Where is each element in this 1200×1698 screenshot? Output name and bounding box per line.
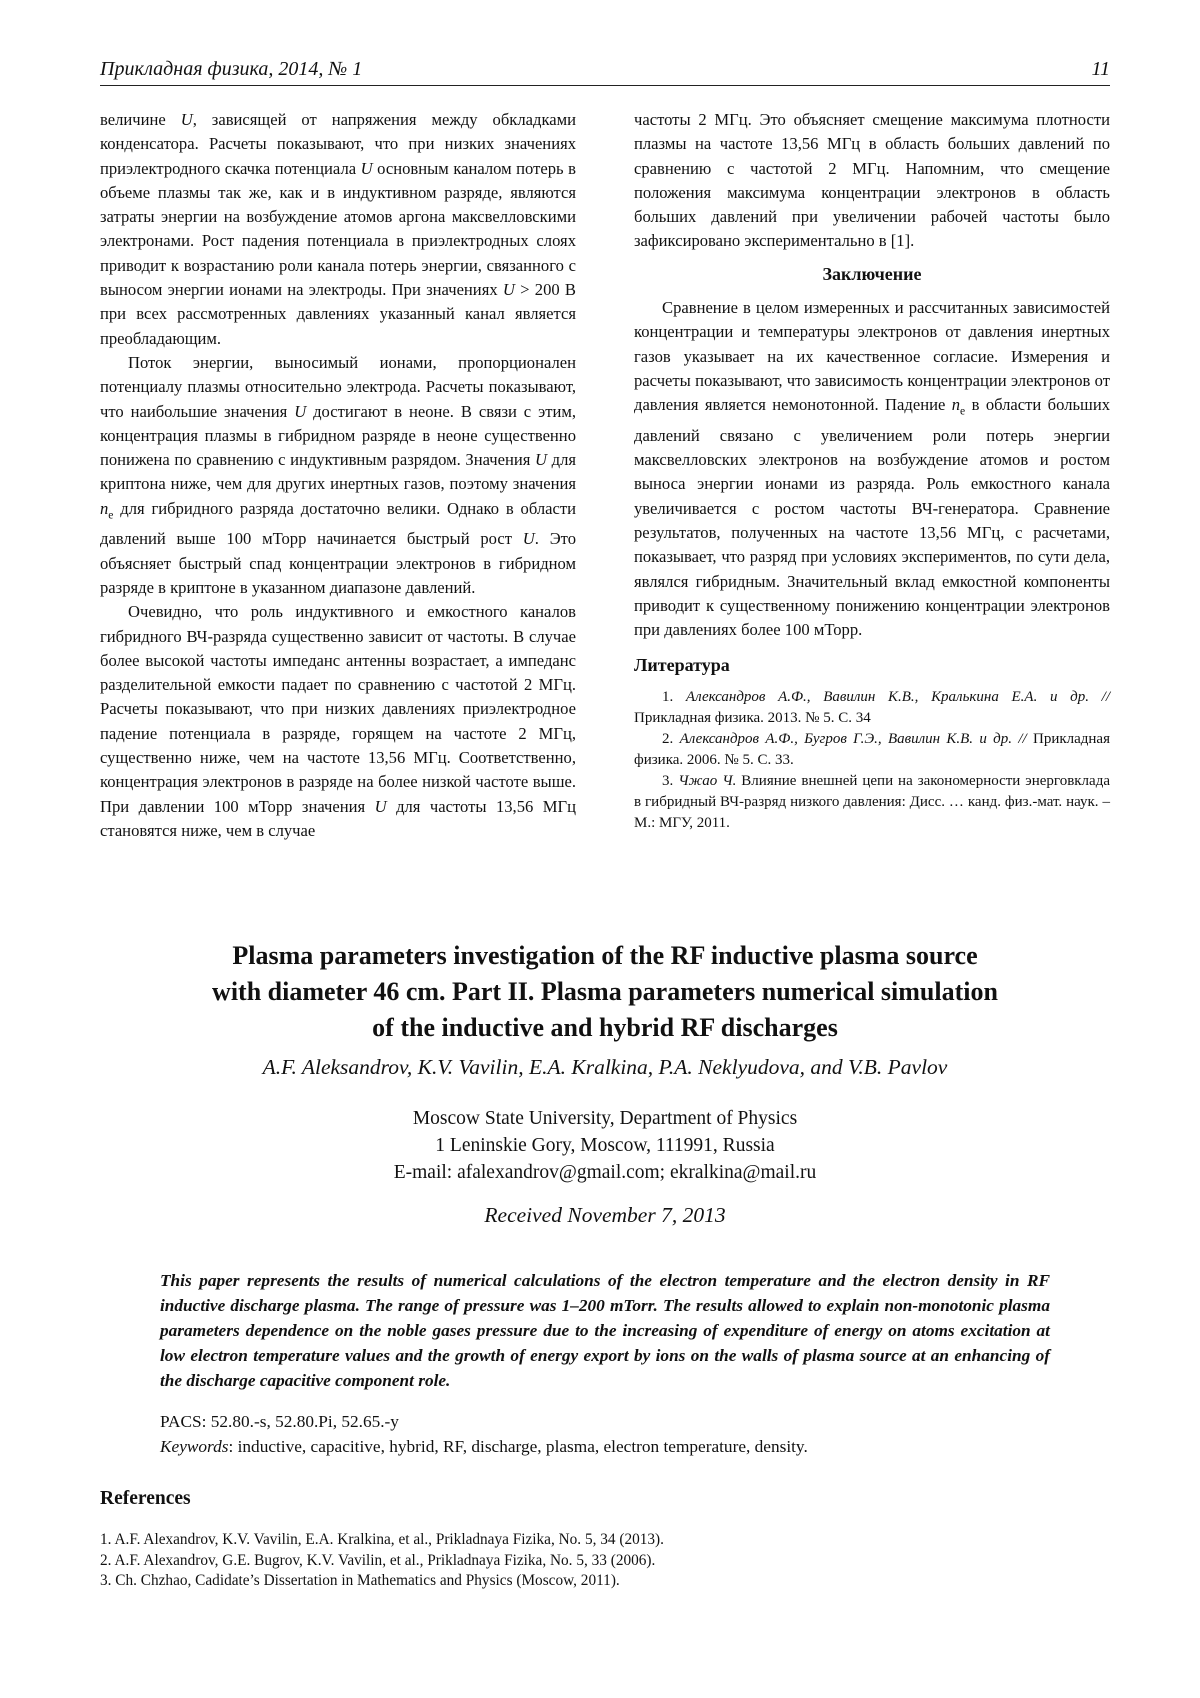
symbol-u: U (360, 158, 373, 178)
conclusion-heading: Заключение (822, 263, 922, 284)
text-run: для криптона ниже, чем для других инертных газов, поэтому значения (100, 450, 576, 494)
symbol-ne: n (100, 498, 109, 518)
left-column (100, 108, 576, 843)
literature-item (634, 729, 1110, 771)
keywords-text: : inductive, capacitive, hybrid, RF, discharge, plasma, electron temperature, density. (228, 1437, 808, 1456)
reference-item: 3. Ch. Chzhao, Cadidate’s Dissertation in Mathematics and Physics (Moscow, 2011). (100, 1572, 620, 1589)
affiliation-line: 1 Leninskie Gory, Moscow, 111991, Russia (435, 1135, 775, 1156)
affiliation-line: Moscow State University, Department of Physics (412, 1108, 798, 1129)
symbol-u: U (294, 401, 307, 421)
title-line: with diameter 46 cm. Part II. Plasma parameters numerical simulation (212, 977, 998, 1006)
text-run: > 200 В при всех рассмотренных давлениях указанный канал является преобладающим. (100, 280, 576, 348)
english-title (100, 938, 1110, 1046)
literature-item (634, 771, 1110, 834)
reference-item: 2. A.F. Alexandrov, G.E. Bugrov, K.V. Vavilin, et al., Prikladnaya Fizika, No. 5, 33 (2006). (100, 1551, 656, 1569)
pacs-codes: PACS: 52.80.-s, 52.80.Pi, 52.65.-y (160, 1412, 399, 1431)
text-run: для частоты 13,56 МГц становятся ниже, чем в случае (100, 796, 576, 840)
reference-item: 1. A.F. Alexandrov, K.V. Vavilin, E.A. Kralkina, et al., Prikladnaya Fizika, No. 5, 34 (2013). (100, 1531, 664, 1548)
ref-source: Прикладная физика. 2013. № 5. С. 34 (634, 709, 871, 726)
text-run: основным каналом потерь в объеме плазмы так же, как и в индуктивном разряде, являются затраты энергии на возбуждение атомов аргона максвелловскими электронами. Рост падения потенциала в приэлектродных слоях приводит к возрастанию роли канала потерь энергии, связанного с выносом энергии ионами на электроды. При значениях (100, 158, 576, 300)
paragraph-3 (100, 600, 576, 843)
literature-item (634, 687, 1110, 729)
ref-authors: Чжао Ч. (678, 772, 737, 789)
symbol-u: U (535, 450, 548, 470)
authors: A.F. Aleksandrov, K.V. Vavilin, E.A. Kralkina, P.A. Neklyudova, and V.B. Pavlov (262, 1055, 948, 1079)
symbol-u: U (522, 529, 535, 549)
ref-source: Прикладная физика. 2006. № 5. С. 33. (634, 730, 1110, 768)
symbol-ne-subscript: e (108, 508, 114, 522)
text-run: в области больших давлений связано с увеличением роли потерь энергии максвелловских электронов на возбуждение атомов и ростом выноса энергии ионами из разряда. Роль емкостного канала увеличивается с ростом частоты ВЧ-генератора. Сравнение результатов, полученных на частоте 13,56 МГц, с расчетами, показывает, что разряд при условиях экспериментов, по сути дела, являлся гибридным. Значительный вклад емкостной компоненты приводит к существенному понижению концентрации электронов при давлениях более 100 мТорр. (634, 395, 1111, 640)
received-date: Received November 7, 2013 (484, 1203, 726, 1227)
page-number: 11 (1091, 58, 1110, 80)
affiliation (100, 1105, 1110, 1186)
symbol-ne-subscript: e (960, 404, 966, 418)
text-run: достигают в неоне. В связи с этим, концентрация плазмы в гибридном разряде в неоне существенно понижена по сравнению с индуктивным разрядом. Значения (100, 401, 576, 470)
ref-number: 2. (662, 730, 680, 747)
symbol-u: U (374, 796, 387, 816)
text-run: для гибридного разряда достаточно велики. Однако в области давлений выше 100 мТорр начинается быстрый рост (100, 498, 576, 549)
running-head (100, 58, 1110, 86)
symbol-ne: n (951, 395, 961, 415)
title-line: of the inductive and hybrid RF discharges (372, 1013, 838, 1042)
references-list (100, 1530, 1110, 1592)
paragraph-2 (100, 351, 576, 600)
literature-heading: Литература (634, 654, 730, 675)
literature-list (634, 687, 1110, 834)
ref-authors: Александров А.Ф., Вавилин К.В., Кралькина Е.А. и др. // (685, 688, 1111, 705)
text-run: Поток энергии, выносимый ионами, пропорционален потенциалу плазмы относительно электрода. Расчеты показывают, что наибольшие значения (100, 352, 576, 421)
text-run: Сравнение в целом измеренных и рассчитанных зависимостей концентрации и температуры электронов от давления инертных газов указывает на их качественное согласие. Измерения и расчеты показывают, что зависимость концентрации электронов от давления является немонотонной. Падение (634, 298, 1110, 415)
paragraph-1 (100, 108, 576, 351)
references-heading: References (100, 1488, 191, 1509)
right-column (634, 108, 1110, 834)
text-run: Очевидно, что роль индуктивного и емкостного каналов гибридного ВЧ-разряда существенно зависит от частоты. В случае более высокой частоты импеданс антенны возрастает, а импеданс разделительной емкости падает по сравнению с частотой 2 МГц. Расчеты показывают, что при низких давлениях приэлектродное падение потенциала в разряде, горящем на частоте 2 МГц, существенно ниже, чем на частоте 13,56 МГц. Соответственно, концентрация электронов в разряде на более низкой частоте выше. При давлении 100 мТорр значения (100, 602, 576, 816)
ref-authors: Александров А.Ф., Бугров Г.Э., Вавилин К.В. и др. // (679, 730, 1027, 747)
title-line: Plasma parameters investigation of the RF inductive plasma source (232, 941, 978, 970)
journal-name: Прикладная физика, 2014, № 1 (100, 58, 363, 80)
ref-number: 3. (662, 772, 679, 789)
text-run: . Это объясняет быстрый спад концентрации электронов в гибридном разряде в криптоне в указанном диапазоне давлений. (100, 529, 576, 597)
symbol-u: U (502, 280, 515, 300)
text-run: величине (100, 110, 181, 129)
conclusion-paragraph (634, 296, 1110, 642)
ref-source: Влияние внешней цепи на закономерности энерговклада в гибридный ВЧ-разряд низкого давления: Дисс. … канд. физ.-мат. наук. – М.: МГУ, 2011. (634, 772, 1110, 831)
email-line: E-mail: afalexandrov@gmail.com; ekralkina@mail.ru (393, 1162, 817, 1183)
ref-number: 1. (662, 688, 686, 705)
paragraph-continuation: частоты 2 МГц. Это объясняет смещение максимума плотности плазмы на частоте 13,56 МГц в область больших давлений по сравнению с частотой 2 МГц. Напомним, что смещение положения максимума концентрации электронов в область больших давлений при увеличении рабочей частоты было зафиксировано экспериментально в [1]. (634, 110, 1110, 251)
text-run: , зависящей от напряжения между обкладками конденсатора. Расчеты показывают, что при низких значениях приэлектродного скачка потенциала (100, 110, 576, 178)
keywords (160, 1434, 1050, 1459)
symbol-u: U (180, 110, 193, 129)
keywords-label: Keywords (160, 1437, 229, 1456)
abstract: This paper represents the results of numerical calculations of the electron temperature and the electron density in RF inductive discharge plasma. The range of pressure was 1–200 mTorr. The results allowed to explain non-monotonic plasma parameters dependence on the noble gases pressure due to the increasing of expenditure of energy on atoms excitation at low electron temperature values and the growth of energy export by ions on the walls of plasma source at an enhancing of the discharge capacitive component role. (160, 1271, 1050, 1390)
